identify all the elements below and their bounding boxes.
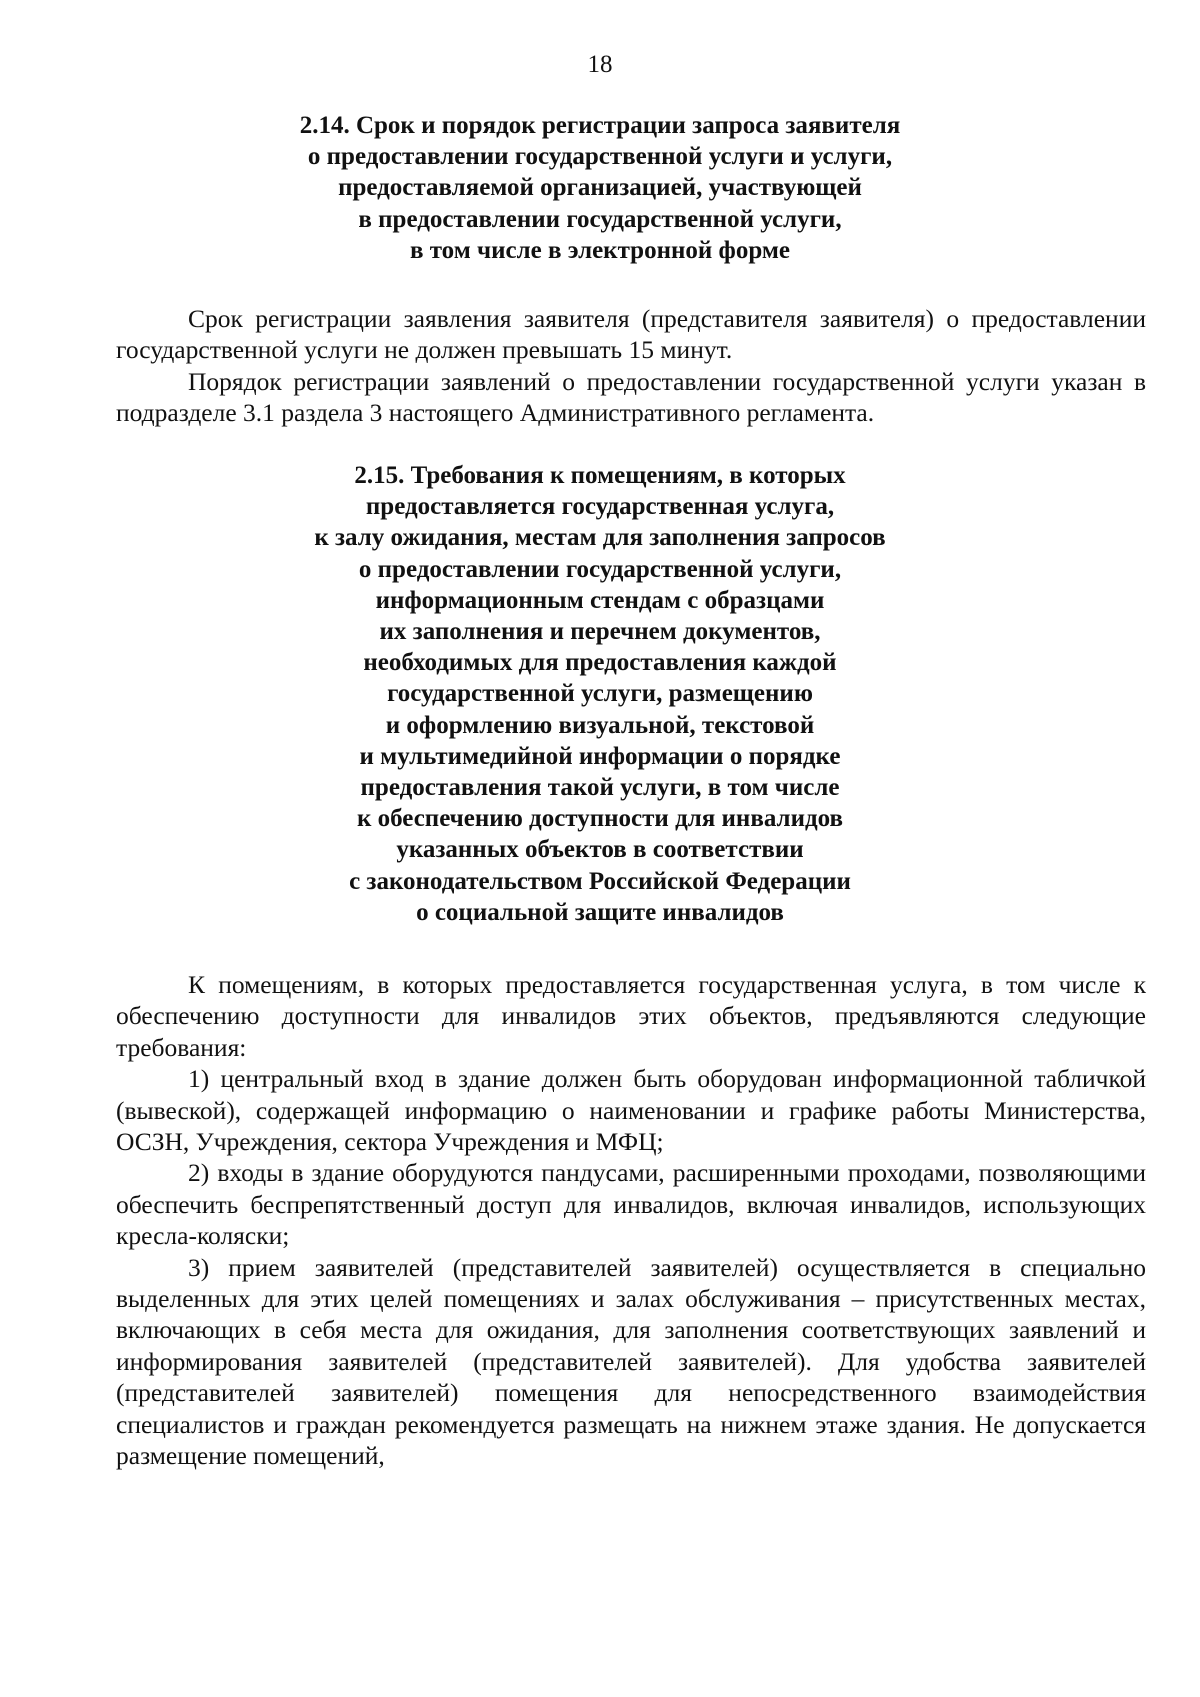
heading-line: к обеспечению доступности для инвалидов	[356, 805, 844, 833]
heading-line: в предоставлении государственной услуги,	[358, 205, 842, 233]
heading-line: предоставляется государственная услуга,	[365, 493, 835, 521]
heading-line: государственной услуги, размещению	[387, 680, 813, 708]
heading-line: необходимых для предоставления каждой	[363, 649, 837, 677]
section-2-15-heading	[0, 460, 1200, 928]
heading-line: информационным стендам с образцами	[375, 586, 825, 614]
page-number: 18	[587, 51, 613, 78]
paragraph: Срок регистрации заявления заявителя (представителя заявителя) о предоставлении государственной услуги не должен превышать 15 минут.	[116, 304, 1146, 365]
heading-line: предоставления такой услуги, в том числе	[360, 774, 840, 802]
heading-line: и оформлению визуальной, текстовой	[385, 711, 815, 739]
section-2-14-body	[116, 303, 1146, 429]
heading-line: указанных объектов в соответствии	[396, 836, 804, 864]
heading-line: о предоставлении государственной услуги и услуги,	[307, 143, 893, 171]
heading-line: и мультимедийной информации о порядке	[359, 742, 841, 770]
list-item-3: 3) прием заявителей (представителей заявителей) осуществляется в специально выделенных для этих целей помещениях и залах обслуживания – присутственных местах, включающих в себя места для ожидания, для заполнения соответствующих заявлений и информирования заявителей (представителей заявителей). Для удобства заявителей (представителей заявителей) помещения для непосредственного взаимодействия специалистов и граждан рекомендуется размещать на нижнем этаже здания. Не допускается размещение помещений,	[116, 1252, 1146, 1471]
heading-line: 2.14. Срок и порядок регистрации запроса заявителя	[299, 112, 901, 139]
paragraph: К помещениям, в которых предоставляется государственная услуга, в том числе к обеспечению доступности для инвалидов этих объектов, предъявляются следующие требования:	[116, 970, 1146, 1062]
heading-line: о предоставлении государственной услуги,	[358, 555, 842, 583]
list-item-2: 2) входы в здание оборудуются пандусами, расширенными проходами, позволяющими обеспечить беспрепятственный доступ для инвалидов, включая инвалидов, использующих кресла-коляски;	[116, 1158, 1146, 1251]
heading-line: к залу ожидания, местам для заполнения запросов	[314, 524, 886, 552]
heading-line: 2.15. Требования к помещениям, в которых	[354, 462, 846, 489]
list-item-1: 1) центральный вход в здание должен быть оборудован информационной табличкой (вывеской), содержащей информацию о наименовании и графике работы Министерства, ОСЗН, Учреждения, сектора Учреждения и МФЦ;	[116, 1064, 1146, 1157]
heading-line: их заполнения и перечнем документов,	[379, 618, 821, 646]
section-2-14-heading	[0, 110, 1200, 266]
heading-line: в том числе в электронной форме	[409, 236, 790, 264]
paragraph: Порядок регистрации заявлений о предоставлении государственной услуги указан в подразделе 3.1 раздела 3 настоящего Административного регламента.	[116, 366, 1146, 428]
section-2-15-body	[116, 969, 1146, 1472]
heading-line: предоставляемой организацией, участвующей	[338, 174, 862, 202]
heading-line: с законодательством Российской Федерации	[349, 867, 851, 895]
heading-line: о социальной защите инвалидов	[416, 898, 784, 926]
